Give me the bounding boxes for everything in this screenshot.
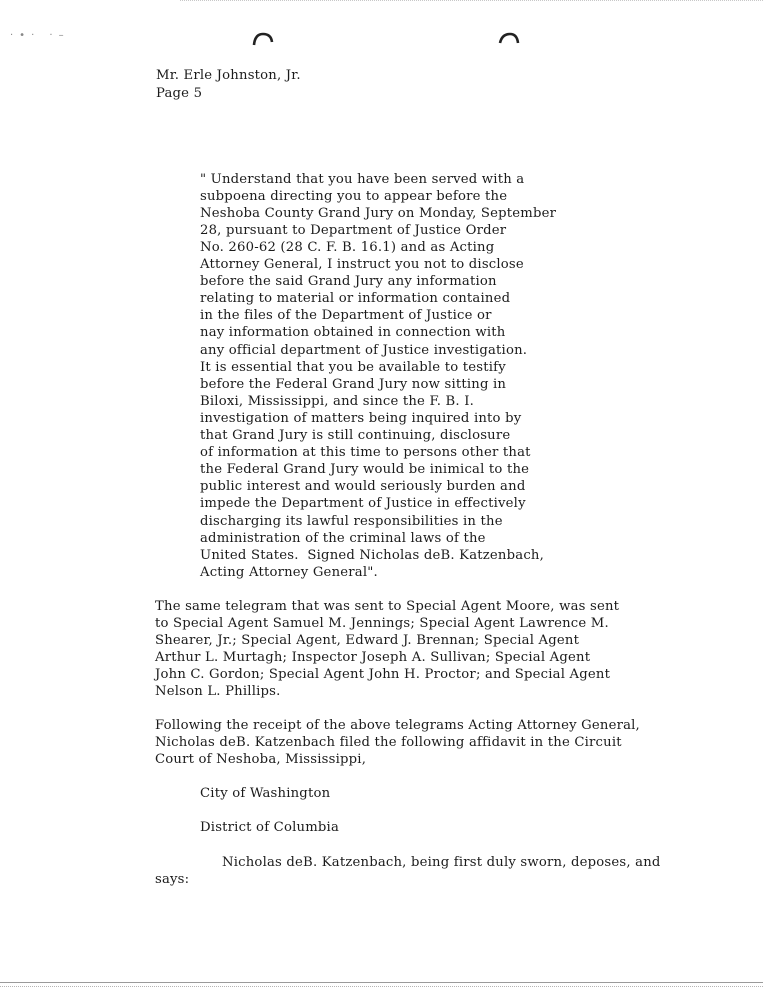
- bottom-border: [0, 982, 763, 983]
- quote-line: that Grand Jury is still continuing, disclosure: [200, 428, 511, 443]
- paragraph-line: Arthur L. Murtagh; Inspector Joseph A. Sullivan; Special Agent: [155, 650, 591, 665]
- says-label: says:: [155, 872, 190, 887]
- paragraph-line: Nicholas deB. Katzenbach filed the following affidavit in the Circuit: [155, 735, 622, 750]
- quote-line: No. 260-62 (28 C. F. B. 16.1) and as Acting: [200, 240, 495, 255]
- quote-line: investigation of matters being inquired into by: [200, 411, 522, 426]
- quote-line: relating to material or information contained: [200, 291, 511, 306]
- paragraph-line: to Special Agent Samuel M. Jennings; Special Agent Lawrence M.: [155, 616, 609, 631]
- paragraph-line: The same telegram that was sent to Special Agent Moore, was sent: [155, 599, 620, 614]
- quote-line: It is essential that you be available to testify: [200, 360, 506, 375]
- quote-line: discharging its lawful responsibilities in the: [200, 514, 503, 529]
- quote-line: Attorney General, I instruct you not to disclose: [200, 257, 524, 272]
- quote-line: of information at this time to persons other that: [200, 445, 531, 460]
- quote-line: United States. Signed Nicholas deB. Katzenbach,: [200, 548, 545, 563]
- quote-line: subpoena directing you to appear before the: [200, 189, 508, 204]
- affidavit-district: District of Columbia: [200, 820, 340, 835]
- paragraph-line: Nelson L. Phillips.: [155, 684, 281, 699]
- page-number: Page 5: [156, 86, 203, 101]
- quote-line: Acting Attorney General".: [200, 565, 378, 580]
- bottom-border-dotted: [0, 986, 763, 987]
- paragraph-line: John C. Gordon; Special Agent John H. Proctor; and Special Agent: [155, 667, 611, 682]
- quote-line: " Understand that you have been served with a: [200, 172, 525, 187]
- quote-line: Neshoba County Grand Jury on Monday, September: [200, 206, 557, 221]
- sworn-statement: Nicholas deB. Katzenbach, being first duly sworn, deposes, and: [222, 855, 661, 870]
- quote-line: nay information obtained in connection with: [200, 325, 506, 340]
- quote-line: 28, pursuant to Department of Justice Order: [200, 223, 507, 238]
- quote-line: administration of the criminal laws of the: [200, 531, 486, 546]
- quote-line: impede the Department of Justice in effectively: [200, 496, 526, 511]
- affidavit-city: City of Washington: [200, 786, 331, 801]
- quote-line: before the Federal Grand Jury now sitting in: [200, 377, 507, 392]
- quote-line: the Federal Grand Jury would be inimical to the: [200, 462, 530, 477]
- quote-line: any official department of Justice investigation.: [200, 343, 528, 358]
- recipient-name: Mr. Erle Johnston, Jr.: [156, 68, 301, 83]
- paragraph-line: Court of Neshoba, Mississippi,: [155, 752, 367, 767]
- quote-line: public interest and would seriously burden and: [200, 479, 526, 494]
- quote-line: in the files of the Department of Justice or: [200, 308, 492, 323]
- quote-line: before the said Grand Jury any information: [200, 274, 497, 289]
- binder-hole-right-icon: [498, 32, 520, 46]
- paragraph-line: Shearer, Jr.; Special Agent, Edward J. Brennan; Special Agent: [155, 633, 580, 648]
- top-border: [180, 0, 763, 3]
- scan-specks: ·•· ·–: [10, 30, 70, 41]
- binder-hole-left-icon: [252, 32, 274, 46]
- quote-line: Biloxi, Mississippi, and since the F. B. I.: [200, 394, 475, 409]
- paragraph-line: Following the receipt of the above telegrams Acting Attorney General,: [155, 718, 640, 733]
